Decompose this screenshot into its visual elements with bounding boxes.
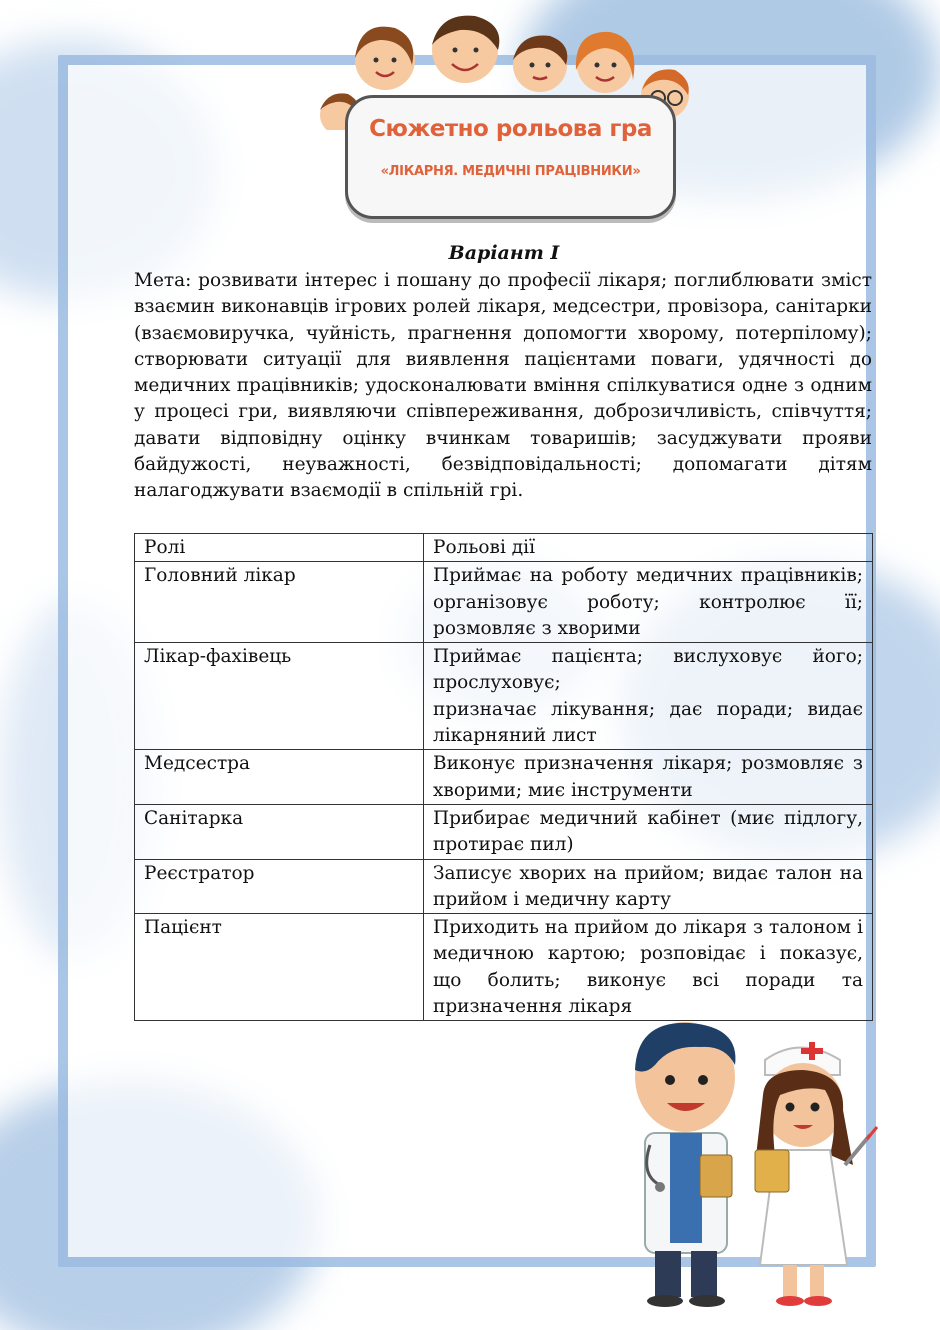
table-row: [135, 914, 873, 1021]
nurse-figure: [755, 1042, 877, 1306]
doctor-figure: [635, 1022, 735, 1307]
role-cell: Медсестра: [135, 750, 424, 805]
table-row: [135, 804, 873, 859]
title-banner: [345, 95, 676, 219]
role-cell: Головний лікар: [135, 562, 424, 643]
banner-title: Сюжетно рольова гра: [369, 116, 652, 142]
actions-text: Прибирає медичний кабінет (миє підлогу, протирає пил): [433, 807, 863, 856]
banner-subtitle: «ЛІКАРНЯ. МЕДИЧНІ ПРАЦІВНИКИ»: [380, 164, 641, 179]
roles-table: [134, 533, 873, 1021]
header-actions: Рольові дії: [424, 534, 873, 562]
actions-text: Приходить на прийом до лікаря з талоном і медичною картою; розповідає і показує, що болить; виконує всі поради та призначення лікаря: [433, 917, 863, 1018]
role-cell: Лікар-фахівець: [135, 643, 424, 750]
actions-cell: [424, 804, 873, 859]
actions-cell: [424, 859, 873, 914]
table-row: [135, 562, 873, 643]
variant-heading: Варіант І: [448, 242, 560, 264]
table-row: [135, 750, 873, 805]
actions-text: Виконує призначення лікаря; розмовляє з хворими; миє інструменти: [433, 753, 863, 801]
actions-cell: [424, 643, 873, 750]
doctor-nurse-illustration: [615, 1015, 885, 1310]
actions-text: Приймає пацієнта; вислуховує його; прослуховує;: [433, 646, 863, 694]
role-cell: Санітарка: [135, 804, 424, 859]
actions-cell: [424, 914, 873, 1021]
table-row: [135, 859, 873, 914]
actions-cell: [424, 750, 873, 805]
role-cell: Реєстратор: [135, 859, 424, 914]
actions-text: призначає лікування; дає поради; видає лікарняний лист: [433, 698, 863, 747]
role-cell: Пацієнт: [135, 914, 424, 1021]
table-header-row: [135, 534, 873, 562]
actions-text: Приймає на роботу медичних працівників; організовує роботу; контролює її; розмовляє з хворими: [433, 565, 863, 639]
goal-paragraph: Мета: розвивати інтерес і пошану до професії лікаря; поглиблювати зміст взаємин виконавців ігрових ролей лікаря, медсестри, провізора, санітарки (взаємовиручка, чуйність, прагнення допомогти хворому, потерпілому); створювати ситуації для виявлення пацієнтами поваги, удячності до медичних працівників; удосконалювати вміння спілкуватися одне з одним у процесі гри, виявляючи співпереживання, доброзичливість, співчуття; давати відповідну оцінку вчинкам товаришів; засуджувати прояви байдужості, неуважності, безвідповідальності; допомагати дітям налагоджувати взаємодії в спільній грі.: [134, 270, 872, 502]
table-row: [135, 643, 873, 750]
actions-cell: [424, 562, 873, 643]
actions-text: Записує хворих на прийом; видає талон на прийом і медичну карту: [433, 862, 863, 910]
header-roles: Ролі: [135, 534, 424, 562]
